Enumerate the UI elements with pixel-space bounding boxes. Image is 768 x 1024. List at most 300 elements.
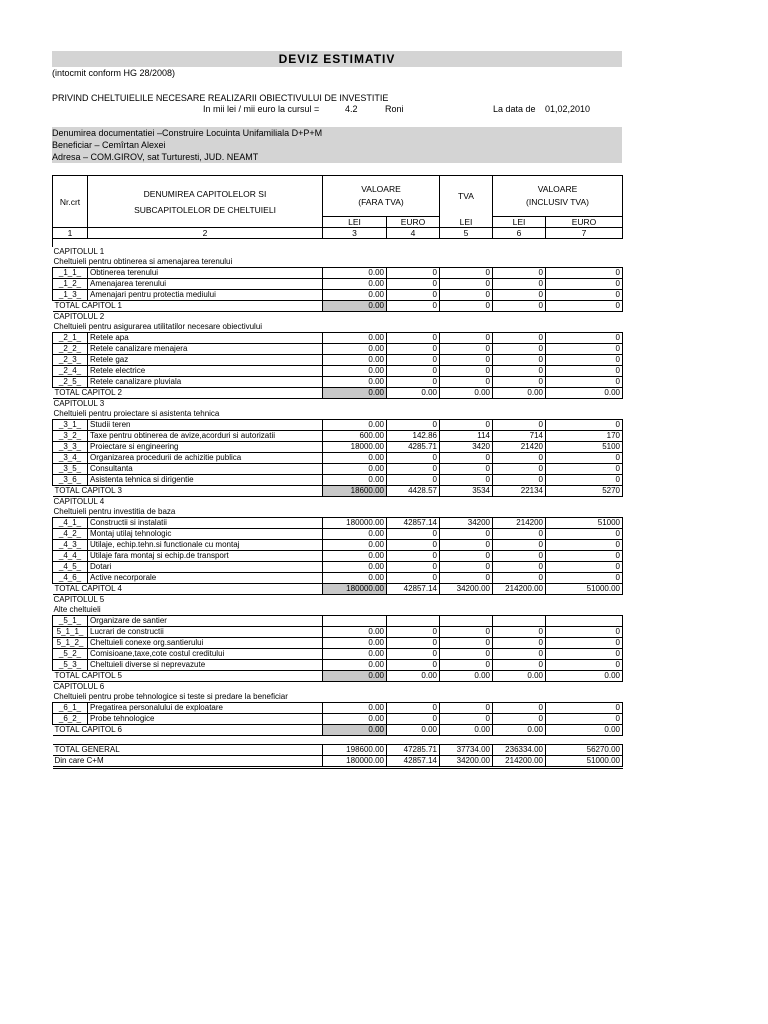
table-row bbox=[53, 551, 623, 562]
row-value-col-5: 0 bbox=[440, 529, 493, 540]
row-value-col-6: 0 bbox=[493, 475, 546, 486]
row-value-col-4: 0 bbox=[387, 714, 440, 725]
grand-total-value-col-5: 37734.00 bbox=[440, 745, 493, 756]
total-value-col-3: 0.00 bbox=[323, 725, 387, 736]
row-name: Amenajarea terenului bbox=[88, 279, 323, 290]
row-value-col-5: 0 bbox=[440, 279, 493, 290]
row-name: Cheltuieli conexe org.santierului bbox=[88, 638, 323, 649]
row-value-col-7: 0 bbox=[546, 714, 623, 725]
row-value-col-7: 0 bbox=[546, 268, 623, 279]
row-value-col-6: 0 bbox=[493, 290, 546, 301]
total-value-col-6: 0.00 bbox=[493, 388, 546, 399]
table-row bbox=[53, 518, 623, 529]
row-value-col-6: 0 bbox=[493, 377, 546, 388]
beneficiary-line: Beneficiar – Cemîrtan Alexei bbox=[52, 140, 166, 150]
total-value-col-7: 5270 bbox=[546, 486, 623, 497]
table-row bbox=[53, 279, 623, 290]
row-number: _1_3_ bbox=[53, 290, 88, 301]
row-value-col-5: 0 bbox=[440, 366, 493, 377]
row-value-col-6: 0 bbox=[493, 344, 546, 355]
col-tva-lei: LEI bbox=[440, 217, 493, 228]
total-value-col-4: 4428.57 bbox=[387, 486, 440, 497]
row-value-col-5: 0 bbox=[440, 638, 493, 649]
table-row bbox=[53, 627, 623, 638]
col-header-name-line2: SUBCAPITOLELOR DE CHELTUIELI bbox=[134, 204, 276, 215]
row-value-col-6: 0 bbox=[493, 268, 546, 279]
row-value-col-4: 0 bbox=[387, 420, 440, 431]
row-value-col-3: 0.00 bbox=[323, 420, 387, 431]
col-header-name bbox=[88, 176, 323, 228]
row-value-col-4: 0 bbox=[387, 660, 440, 671]
row-name: Taxe pentru obtinerea de avize,acorduri si autorizatii bbox=[88, 431, 323, 442]
total-value-col-4: 0.00 bbox=[387, 388, 440, 399]
document-title: DEVIZ ESTIMATIV bbox=[52, 51, 622, 67]
col-num-5: 5 bbox=[440, 228, 493, 239]
total-value-col-5: 34200.00 bbox=[440, 584, 493, 595]
row-value-col-4: 0 bbox=[387, 562, 440, 573]
date-value: 01,02,2010 bbox=[545, 104, 591, 114]
table-row bbox=[53, 562, 623, 573]
chapter-total-row bbox=[53, 486, 623, 497]
cm-total-value-col-7: 51000.00 bbox=[546, 756, 623, 768]
table-row bbox=[53, 355, 623, 366]
chapter-heading-row bbox=[53, 399, 623, 410]
row-value-col-4: 0 bbox=[387, 627, 440, 638]
row-value-col-5: 0 bbox=[440, 420, 493, 431]
chapter-title: CAPITOLUL 6 bbox=[53, 682, 105, 691]
row-value-col-5: 0 bbox=[440, 453, 493, 464]
row-value-col-3: 0.00 bbox=[323, 377, 387, 388]
chapter-title: CAPITOLUL 4 bbox=[53, 497, 105, 506]
row-name: Studii teren bbox=[88, 420, 323, 431]
col-lei-vat: LEI bbox=[493, 217, 546, 228]
table-header bbox=[53, 176, 623, 239]
total-value-col-3: 0.00 bbox=[323, 671, 387, 682]
row-value-col-4: 0 bbox=[387, 366, 440, 377]
row-name: Amenajari pentru protectia mediului bbox=[88, 290, 323, 301]
col-header-value-vat bbox=[493, 176, 623, 217]
row-value-col-3: 0.00 bbox=[323, 529, 387, 540]
row-value-col-6: 21420 bbox=[493, 442, 546, 453]
chapter-heading-row bbox=[53, 247, 623, 257]
table-row bbox=[53, 573, 623, 584]
table-row bbox=[53, 442, 623, 453]
cm-total-value-col-4: 42857.14 bbox=[387, 756, 440, 768]
col-lei: LEI bbox=[323, 217, 387, 228]
spacer-cell bbox=[53, 239, 88, 248]
table-row bbox=[53, 660, 623, 671]
row-value-col-5: 0 bbox=[440, 627, 493, 638]
cm-total-value-col-5: 34200.00 bbox=[440, 756, 493, 768]
row-value-col-5: 0 bbox=[440, 649, 493, 660]
row-value-col-3: 0.00 bbox=[323, 649, 387, 660]
chapter-description: Cheltuieli pentru proiectare si asistenta tehnica bbox=[53, 409, 220, 418]
row-value-col-3: 0.00 bbox=[323, 268, 387, 279]
row-value-col-3: 0.00 bbox=[323, 714, 387, 725]
col-header-value bbox=[323, 176, 440, 217]
table-row bbox=[53, 333, 623, 344]
row-value-col-3: 0.00 bbox=[323, 355, 387, 366]
row-value-col-4 bbox=[387, 616, 440, 627]
col-num-7: 7 bbox=[546, 228, 623, 239]
col-num-3: 3 bbox=[323, 228, 387, 239]
chapter-total-label: TOTAL CAPITOL 3 bbox=[53, 486, 323, 497]
row-value-col-6: 714 bbox=[493, 431, 546, 442]
currency-label: In mii lei / mii euro la cursul = bbox=[203, 104, 320, 114]
spacer-cell bbox=[53, 736, 623, 745]
chapter-description-row bbox=[53, 692, 623, 703]
row-value-col-6: 0 bbox=[493, 464, 546, 475]
row-value-col-4: 0 bbox=[387, 638, 440, 649]
total-value-col-6: 0.00 bbox=[493, 671, 546, 682]
row-name: Dotari bbox=[88, 562, 323, 573]
row-value-col-7: 0 bbox=[546, 649, 623, 660]
row-number: _4_1_ bbox=[53, 518, 88, 529]
estimate-table bbox=[52, 175, 623, 769]
grand-total-row bbox=[53, 745, 623, 756]
total-value-col-6: 22134 bbox=[493, 486, 546, 497]
row-value-col-7: 0 bbox=[546, 420, 623, 431]
row-value-col-7: 0 bbox=[546, 333, 623, 344]
chapter-heading-row bbox=[53, 497, 623, 508]
row-value-col-6: 0 bbox=[493, 333, 546, 344]
chapter-total-row bbox=[53, 301, 623, 312]
row-name: Consultanta bbox=[88, 464, 323, 475]
row-number: _2_5_ bbox=[53, 377, 88, 388]
grand-total-value-col-7: 56270.00 bbox=[546, 745, 623, 756]
chapter-heading-row bbox=[53, 312, 623, 323]
row-value-col-3: 0.00 bbox=[323, 703, 387, 714]
col-header-value-line2: (FARA TVA) bbox=[358, 197, 404, 207]
row-value-col-4: 142.86 bbox=[387, 431, 440, 442]
row-value-col-4: 0 bbox=[387, 551, 440, 562]
doc-name-line: Denumirea documentatiei –Construire Locuinta Unifamiliala D+P+M bbox=[52, 128, 323, 138]
spacer-cell bbox=[88, 239, 623, 248]
row-value-col-7: 0 bbox=[546, 551, 623, 562]
chapter-description-row bbox=[53, 322, 623, 333]
row-value-col-6: 0 bbox=[493, 703, 546, 714]
row-value-col-5: 0 bbox=[440, 344, 493, 355]
row-value-col-6: 0 bbox=[493, 714, 546, 725]
table-row bbox=[53, 366, 623, 377]
row-value-col-4: 0 bbox=[387, 529, 440, 540]
row-number: _4_5_ bbox=[53, 562, 88, 573]
total-value-col-7: 0.00 bbox=[546, 388, 623, 399]
row-value-col-5: 0 bbox=[440, 475, 493, 486]
row-number: 5_1_1_ bbox=[53, 627, 88, 638]
row-value-col-7: 170 bbox=[546, 431, 623, 442]
row-value-col-3: 0.00 bbox=[323, 627, 387, 638]
row-name: Comisioane,taxe,cote costul creditului bbox=[88, 649, 323, 660]
row-value-col-7: 0 bbox=[546, 540, 623, 551]
chapter-description: Cheltuieli pentru investitia de baza bbox=[53, 507, 176, 516]
row-number: 5_1_2_ bbox=[53, 638, 88, 649]
row-value-col-6: 0 bbox=[493, 366, 546, 377]
row-value-col-3: 0.00 bbox=[323, 660, 387, 671]
row-number: _3_3_ bbox=[53, 442, 88, 453]
row-value-col-7: 0 bbox=[546, 344, 623, 355]
row-value-col-5: 0 bbox=[440, 540, 493, 551]
row-number: _5_2_ bbox=[53, 649, 88, 660]
chapter-total-row bbox=[53, 671, 623, 682]
row-value-col-6: 0 bbox=[493, 649, 546, 660]
total-value-col-4: 0 bbox=[387, 301, 440, 312]
row-value-col-5: 0 bbox=[440, 551, 493, 562]
table-row bbox=[53, 420, 623, 431]
row-name: Pregatirea personalului de exploatare bbox=[88, 703, 323, 714]
row-number: _4_4_ bbox=[53, 551, 88, 562]
table-row bbox=[53, 377, 623, 388]
table-row bbox=[53, 649, 623, 660]
chapter-description: Cheltuieli pentru probe tehnologice si teste si predare la beneficiar bbox=[53, 692, 288, 701]
row-name: Cheltuieli diverse si neprevazute bbox=[88, 660, 323, 671]
row-value-col-4: 0 bbox=[387, 268, 440, 279]
total-value-col-3: 18600.00 bbox=[323, 486, 387, 497]
grand-total-value-col-6: 236334.00 bbox=[493, 745, 546, 756]
row-value-col-3 bbox=[323, 616, 387, 627]
row-value-col-7: 0 bbox=[546, 355, 623, 366]
row-name: Asistenta tehnica si dirigentie bbox=[88, 475, 323, 486]
row-value-col-5: 0 bbox=[440, 660, 493, 671]
total-value-col-4: 42857.14 bbox=[387, 584, 440, 595]
row-value-col-6 bbox=[493, 616, 546, 627]
chapter-title: CAPITOLUL 3 bbox=[53, 399, 105, 408]
chapter-total-row bbox=[53, 584, 623, 595]
row-value-col-5: 114 bbox=[440, 431, 493, 442]
row-name: Constructii si instalatii bbox=[88, 518, 323, 529]
chapter-total-label: TOTAL CAPITOL 4 bbox=[53, 584, 323, 595]
table-row bbox=[53, 703, 623, 714]
row-number: _6_2_ bbox=[53, 714, 88, 725]
row-value-col-5: 0 bbox=[440, 333, 493, 344]
row-value-col-4: 0 bbox=[387, 279, 440, 290]
row-value-col-7: 0 bbox=[546, 366, 623, 377]
cm-total-value-col-3: 180000.00 bbox=[323, 756, 387, 768]
total-value-col-7: 0 bbox=[546, 301, 623, 312]
chapter-total-label: TOTAL CAPITOL 5 bbox=[53, 671, 323, 682]
table-row bbox=[53, 344, 623, 355]
row-value-col-3: 600.00 bbox=[323, 431, 387, 442]
total-value-col-7: 0.00 bbox=[546, 671, 623, 682]
row-number: _4_2_ bbox=[53, 529, 88, 540]
total-value-col-3: 0.00 bbox=[323, 388, 387, 399]
grand-total-value-col-3: 198600.00 bbox=[323, 745, 387, 756]
row-value-col-7 bbox=[546, 616, 623, 627]
row-value-col-3: 0.00 bbox=[323, 464, 387, 475]
spacer-row bbox=[53, 736, 623, 745]
row-value-col-7: 0 bbox=[546, 279, 623, 290]
chapter-title: CAPITOLUL 2 bbox=[53, 312, 105, 321]
row-name: Montaj utilaj tehnologic bbox=[88, 529, 323, 540]
table-row bbox=[53, 540, 623, 551]
chapter-description: Cheltuieli pentru obtinerea si amenajarea terenului bbox=[53, 257, 233, 266]
row-name: Organizare de santier bbox=[88, 616, 323, 627]
row-value-col-7: 5100 bbox=[546, 442, 623, 453]
row-value-col-4: 0 bbox=[387, 703, 440, 714]
chapter-total-label: TOTAL CAPITOL 2 bbox=[53, 388, 323, 399]
row-value-col-7: 0 bbox=[546, 475, 623, 486]
row-value-col-5: 0 bbox=[440, 464, 493, 475]
col-num-1: 1 bbox=[53, 228, 88, 239]
row-value-col-4: 0 bbox=[387, 475, 440, 486]
row-value-col-7: 0 bbox=[546, 562, 623, 573]
row-value-col-6: 0 bbox=[493, 562, 546, 573]
row-value-col-6: 0 bbox=[493, 420, 546, 431]
row-value-col-7: 0 bbox=[546, 377, 623, 388]
row-value-col-5: 0 bbox=[440, 714, 493, 725]
chapter-title: CAPITOLUL 1 bbox=[53, 247, 105, 256]
row-number: _1_1_ bbox=[53, 268, 88, 279]
row-value-col-3: 18000.00 bbox=[323, 442, 387, 453]
row-value-col-5: 0 bbox=[440, 562, 493, 573]
table-row bbox=[53, 431, 623, 442]
row-name: Utilaje, echip.tehn.si functionale cu montaj bbox=[88, 540, 323, 551]
row-number: _3_1_ bbox=[53, 420, 88, 431]
chapter-total-row bbox=[53, 388, 623, 399]
row-value-col-3: 0.00 bbox=[323, 475, 387, 486]
row-name: Lucrari de constructii bbox=[88, 627, 323, 638]
total-value-col-5: 0.00 bbox=[440, 388, 493, 399]
cm-total-value-col-6: 214200.00 bbox=[493, 756, 546, 768]
row-value-col-7: 0 bbox=[546, 453, 623, 464]
row-value-col-3: 0.00 bbox=[323, 573, 387, 584]
table-row bbox=[53, 290, 623, 301]
date-label: La data de bbox=[493, 104, 536, 114]
total-value-col-6: 0 bbox=[493, 301, 546, 312]
row-value-col-3: 0.00 bbox=[323, 453, 387, 464]
row-value-col-4: 0 bbox=[387, 573, 440, 584]
row-number: _3_4_ bbox=[53, 453, 88, 464]
row-value-col-6: 0 bbox=[493, 540, 546, 551]
currency-unit: Roni bbox=[385, 104, 404, 114]
row-value-col-5: 0 bbox=[440, 573, 493, 584]
table-row bbox=[53, 616, 623, 627]
row-value-col-5: 34200 bbox=[440, 518, 493, 529]
total-value-col-5: 0.00 bbox=[440, 725, 493, 736]
row-value-col-4: 0 bbox=[387, 464, 440, 475]
row-value-col-4: 0 bbox=[387, 453, 440, 464]
row-value-col-5: 0 bbox=[440, 377, 493, 388]
row-value-col-7: 0 bbox=[546, 464, 623, 475]
row-number: _4_3_ bbox=[53, 540, 88, 551]
row-name: Retele canalizare pluviala bbox=[88, 377, 323, 388]
chapter-total-row bbox=[53, 725, 623, 736]
chapter-description-row bbox=[53, 409, 623, 420]
chapter-description-row bbox=[53, 507, 623, 518]
row-value-col-7: 0 bbox=[546, 573, 623, 584]
row-name: Active necorporale bbox=[88, 573, 323, 584]
row-number: _3_5_ bbox=[53, 464, 88, 475]
col-header-tva: TVA bbox=[440, 176, 493, 217]
row-number: _3_6_ bbox=[53, 475, 88, 486]
row-value-col-4: 0 bbox=[387, 344, 440, 355]
table-body bbox=[53, 239, 623, 768]
table-row bbox=[53, 453, 623, 464]
document-info-box bbox=[52, 127, 622, 163]
row-value-col-3: 0.00 bbox=[323, 333, 387, 344]
total-value-col-6: 214200.00 bbox=[493, 584, 546, 595]
row-value-col-3: 180000.00 bbox=[323, 518, 387, 529]
row-value-col-7: 0 bbox=[546, 290, 623, 301]
row-value-col-4: 4285.71 bbox=[387, 442, 440, 453]
table-row bbox=[53, 464, 623, 475]
row-number: _5_1_ bbox=[53, 616, 88, 627]
row-number: _5_3_ bbox=[53, 660, 88, 671]
col-euro-vat: EURO bbox=[546, 217, 623, 228]
row-value-col-7: 0 bbox=[546, 627, 623, 638]
row-value-col-5 bbox=[440, 616, 493, 627]
chapter-title: CAPITOLUL 5 bbox=[53, 595, 105, 604]
row-value-col-3: 0.00 bbox=[323, 366, 387, 377]
col-euro: EURO bbox=[387, 217, 440, 228]
document-heading: PRIVIND CHELTUIELILE NECESARE REALIZARII OBIECTIVULUI DE INVESTITIE bbox=[52, 93, 389, 103]
row-value-col-3: 0.00 bbox=[323, 279, 387, 290]
row-value-col-6: 0 bbox=[493, 660, 546, 671]
total-value-col-3: 180000.00 bbox=[323, 584, 387, 595]
document-subtitle: (intocmit conform HG 28/2008) bbox=[52, 68, 176, 78]
chapter-description-row bbox=[53, 605, 623, 616]
chapter-total-label: TOTAL CAPITOL 6 bbox=[53, 725, 323, 736]
row-value-col-6: 0 bbox=[493, 529, 546, 540]
row-value-col-5: 0 bbox=[440, 290, 493, 301]
total-value-col-3: 0.00 bbox=[323, 301, 387, 312]
grand-total-label: TOTAL GENERAL bbox=[53, 745, 323, 756]
row-value-col-6: 0 bbox=[493, 573, 546, 584]
total-value-col-5: 0.00 bbox=[440, 671, 493, 682]
chapter-heading-row bbox=[53, 595, 623, 606]
total-value-col-5: 3534 bbox=[440, 486, 493, 497]
row-value-col-4: 0 bbox=[387, 649, 440, 660]
row-value-col-3: 0.00 bbox=[323, 638, 387, 649]
table-row bbox=[53, 529, 623, 540]
row-value-col-3: 0.00 bbox=[323, 551, 387, 562]
address-line: Adresa – COM.GIROV, sat Turturesti, JUD. NEAMT bbox=[52, 152, 259, 162]
chapter-total-label: TOTAL CAPITOL 1 bbox=[53, 301, 323, 312]
row-value-col-5: 0 bbox=[440, 703, 493, 714]
table-row bbox=[53, 268, 623, 279]
col-header-name-line1: DENUMIREA CAPITOLELOR SI bbox=[143, 188, 267, 199]
row-value-col-3: 0.00 bbox=[323, 290, 387, 301]
row-number: _3_2_ bbox=[53, 431, 88, 442]
row-value-col-4: 0 bbox=[387, 377, 440, 388]
row-value-col-6: 0 bbox=[493, 627, 546, 638]
col-header-value-line1: VALOARE bbox=[361, 184, 401, 194]
table-row bbox=[53, 475, 623, 486]
row-value-col-4: 0 bbox=[387, 290, 440, 301]
row-name: Retele canalizare menajera bbox=[88, 344, 323, 355]
row-value-col-6: 0 bbox=[493, 453, 546, 464]
row-value-col-7: 0 bbox=[546, 660, 623, 671]
row-value-col-6: 0 bbox=[493, 638, 546, 649]
row-value-col-6: 0 bbox=[493, 551, 546, 562]
row-number: _4_6_ bbox=[53, 573, 88, 584]
row-value-col-4: 0 bbox=[387, 333, 440, 344]
row-value-col-3: 0.00 bbox=[323, 344, 387, 355]
chapter-description-row bbox=[53, 257, 623, 268]
row-number: _2_3_ bbox=[53, 355, 88, 366]
total-value-col-7: 0.00 bbox=[546, 725, 623, 736]
row-value-col-7: 0 bbox=[546, 638, 623, 649]
row-value-col-6: 214200 bbox=[493, 518, 546, 529]
total-value-col-4: 0.00 bbox=[387, 725, 440, 736]
row-value-col-3: 0.00 bbox=[323, 562, 387, 573]
row-value-col-5: 0 bbox=[440, 355, 493, 366]
row-value-col-4: 0 bbox=[387, 540, 440, 551]
row-name: Utilaje fara montaj si echip.de transport bbox=[88, 551, 323, 562]
chapter-description: Cheltuieli pentru asigurarea utilitatilor necesare obiectivului bbox=[53, 322, 263, 331]
row-name: Proiectare si engineering bbox=[88, 442, 323, 453]
total-value-col-6: 0.00 bbox=[493, 725, 546, 736]
